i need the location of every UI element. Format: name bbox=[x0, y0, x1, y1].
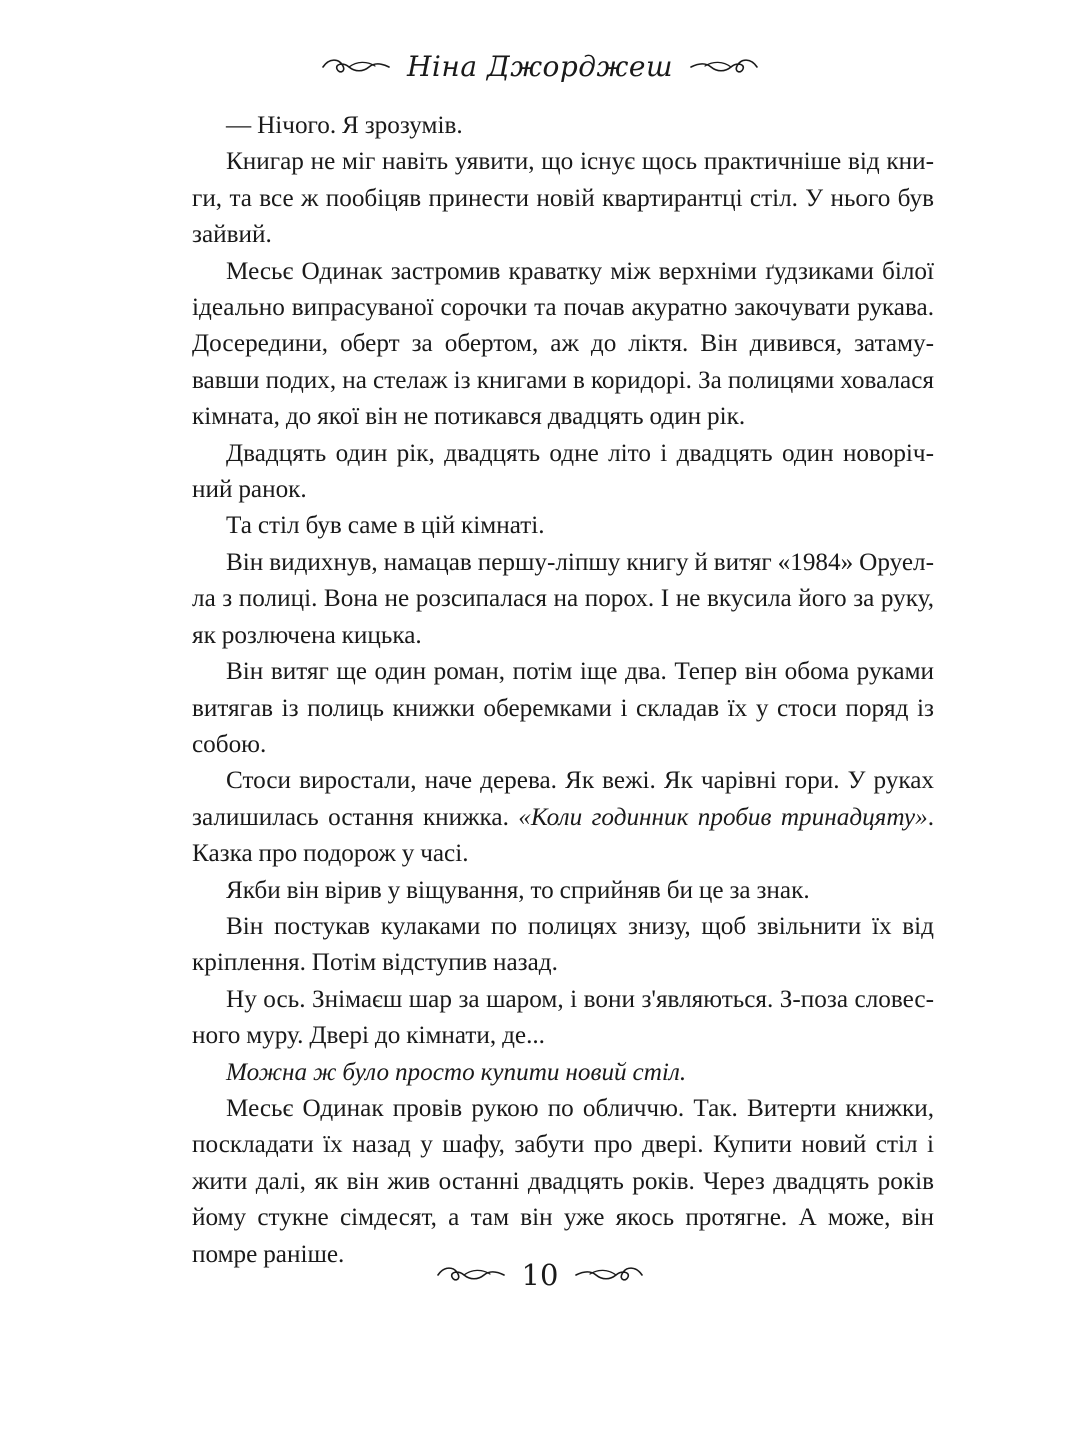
page-number: 10 bbox=[521, 1258, 559, 1292]
book-author-title: Ніна Джорджеш bbox=[407, 50, 673, 83]
paragraph: Двадцять один рік, двадцять одне літо і двадцять один новорічний ранок. bbox=[192, 439, 934, 504]
italic-thought: Можна ж було просто купити новий стіл. bbox=[226, 1058, 687, 1086]
paragraph: Книгар не міг навіть уявити, що існує щось практичніше від книги, та все ж пообіцяв принести новій квартирантці стіл. У нього був зайвий. bbox=[192, 148, 934, 249]
flourish-icon bbox=[687, 54, 761, 80]
paragraph: Він постукав кулаками по полицях знизу, щоб звільнити їх від кріплення. Потім відступив назад. bbox=[192, 912, 934, 977]
paragraph: Месьє Одинак провів рукою по обличчю. Так. Витерти книжки, поскладати їх назад у шафу, забути про двері. Купити новий стіл і жити далі, як він жив останні двадцять років. Через двадцять років йому стукне сімдесят, а там він уже якось протягне. А може, він помре раніше. bbox=[192, 1094, 934, 1268]
paragraph: Ну ось. Знімаєш шар за шаром, і вони з'являються. З-поза словесного муру. Двері до кімнати, де... bbox=[192, 985, 934, 1050]
paragraph: Месьє Одинак застромив краватку між верхніми ґудзиками білої ідеально випрасуваної сорочки та почав акуратно закочувати рукава. Досередини, оберт за обертом, аж до ліктя. Він дивився, затамувавши подих, на стелаж із книгами в коридорі. За полицями ховалася кімната, до якої він не потикався двадцять один рік. bbox=[192, 257, 934, 431]
paragraph: Він витяг ще один роман, потім іще два. Тепер він обома руками витягав із полиць книжки оберемками і складав їх у стоси поряд із собою. bbox=[192, 658, 934, 758]
paragraph: Якби він вірив у віщування, то сприйняв би це за знак. bbox=[226, 876, 810, 904]
paragraph: Він видихнув, намацав першу-ліпшу книгу й витяг «1984» Оруелла з полиці. Вона не розсипалася на порох. І не вкусила його за руку, як розлючена кицька. bbox=[192, 548, 934, 649]
book-title-italic: «Коли годинник пробив тринадцяту» bbox=[518, 803, 928, 831]
paragraph-text: Стоси виростали, наче дерева. Як вежі. Як чарівні гори. У руках залишилась остання книжка. bbox=[192, 767, 934, 831]
paragraph: — Нічого. Я зрозумів. bbox=[226, 112, 463, 139]
paragraph-with-title bbox=[192, 763, 934, 872]
body-text bbox=[192, 108, 934, 1273]
paragraph-text: . Казка про подорож у часі. bbox=[192, 803, 935, 868]
running-header bbox=[0, 50, 1080, 83]
flourish-icon bbox=[572, 1262, 646, 1288]
paragraph: Та стіл був саме в цій кімнаті. bbox=[226, 512, 545, 540]
flourish-icon bbox=[434, 1262, 508, 1288]
flourish-icon bbox=[319, 54, 393, 80]
page-footer bbox=[0, 1258, 1080, 1292]
